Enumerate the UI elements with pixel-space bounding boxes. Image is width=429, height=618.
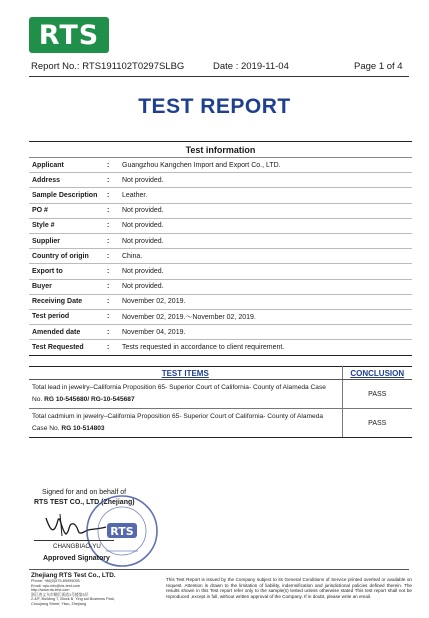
test-information-heading: Test information — [29, 142, 412, 158]
results-header-row — [29, 367, 412, 380]
info-row — [29, 249, 412, 264]
info-value: Guangzhou Kangchen Import and Export Co., LTD. — [122, 161, 281, 169]
info-label: Supplier — [32, 237, 61, 245]
info-colon: : — [107, 237, 110, 245]
test-information-table — [29, 141, 412, 356]
info-label: Sample Description — [32, 191, 98, 199]
info-colon: : — [107, 267, 110, 275]
footer-contact — [31, 572, 141, 607]
info-value: Not provided. — [122, 237, 164, 245]
info-value: Not provided. — [122, 176, 164, 184]
info-row — [29, 264, 412, 279]
info-colon: : — [107, 328, 110, 336]
info-label: Applicant — [32, 161, 64, 169]
header-divider — [29, 76, 409, 77]
info-colon: : — [107, 176, 110, 184]
info-label: Test Requested — [32, 344, 84, 352]
info-value: November 02, 2019.～November 02, 2019. — [122, 313, 256, 321]
case-number: RG 10-514803 — [61, 425, 105, 432]
info-label: Receiving Date — [32, 298, 83, 306]
report-number: Report No.: RTS191102T0297SLBG — [31, 61, 185, 72]
conclusion-cell: PASS — [342, 380, 412, 409]
info-label: Export to — [32, 267, 63, 275]
info-row — [29, 204, 412, 219]
rts-logo — [29, 17, 109, 53]
info-value: Not provided. — [122, 283, 164, 291]
info-row — [29, 188, 412, 203]
test-item-cell — [29, 380, 342, 409]
test-items-header: TEST ITEMS — [29, 367, 342, 380]
info-colon: : — [107, 344, 110, 352]
info-label: Country of origin — [32, 252, 89, 260]
case-prefix: Case No. — [32, 425, 62, 432]
stamp-text: RTS — [110, 525, 134, 538]
info-value: Tests requested in accordance to client requirement. — [122, 344, 285, 352]
info-colon: : — [107, 161, 110, 169]
footer-company: Zhejiang RTS Test Co., LTD. — [31, 572, 116, 579]
info-value: Not provided. — [122, 267, 164, 275]
info-row — [29, 310, 412, 325]
footer-line: Choujiang Street, Yiwu, Zhejiang — [31, 601, 87, 606]
footer-line: Phone: +86(0)579-89995093 — [31, 579, 80, 583]
test-item-text: Total lead in jewelry–California Proposition 65- Superior Court of California- County of Alameda Case — [32, 384, 326, 391]
signature-line — [34, 540, 114, 541]
case-number: RG 10-545680/ RG-10-545687 — [44, 396, 135, 403]
info-colon: : — [107, 191, 110, 199]
info-row — [29, 325, 412, 340]
info-value: November 04, 2019. — [122, 328, 186, 336]
info-row — [29, 280, 412, 295]
info-value: November 02, 2019. — [122, 298, 186, 306]
info-colon: : — [107, 298, 110, 306]
info-value: Leather. — [122, 191, 148, 199]
info-label: Buyer — [32, 283, 52, 291]
info-label: Style # — [32, 222, 55, 230]
info-label: PO # — [32, 207, 48, 215]
conclusion-header: CONCLUSION — [342, 367, 412, 380]
info-colon: : — [107, 313, 110, 321]
info-row — [29, 295, 412, 310]
signed-for-text: Signed for and on behalf of — [42, 489, 127, 496]
signer-name: CHANGBIAO-YU — [53, 543, 101, 550]
info-row — [29, 158, 412, 173]
info-row — [29, 234, 412, 249]
info-row — [29, 219, 412, 234]
signing-company: RTS TEST CO., LTD.(Zhejiang) — [34, 499, 135, 506]
case-prefix: No. — [32, 396, 45, 403]
info-label: Amended date — [32, 328, 81, 336]
page-number: Page 1 of 4 — [354, 61, 403, 72]
info-value: China. — [122, 252, 143, 260]
info-value: Not provided. — [122, 207, 164, 215]
info-row — [29, 340, 412, 355]
page-title: TEST REPORT — [138, 95, 291, 118]
footer-divider — [29, 569, 409, 570]
footer-line: Email: rqlu-info@rts-test.com — [31, 583, 81, 588]
logo-text: RTS — [38, 19, 100, 51]
results-table — [29, 366, 412, 438]
info-label: Address — [32, 176, 61, 184]
info-row — [29, 173, 412, 188]
info-colon: : — [107, 252, 110, 260]
result-row — [29, 380, 412, 409]
info-colon: : — [107, 207, 110, 215]
conclusion-cell: PASS — [342, 409, 412, 438]
test-item-cell — [29, 409, 342, 438]
info-colon: : — [107, 283, 110, 291]
report-date: Date : 2019-11-04 — [213, 61, 289, 72]
result-row — [29, 409, 412, 438]
footer-line: http://www.rts-test.com — [31, 588, 70, 593]
test-item-text: Total cadmium in jewelry–California Proposition 65- Superior Court of California- County of Alameda — [32, 413, 323, 420]
info-value: Not provided. — [122, 222, 164, 230]
approved-signatory: Approved Signatory — [43, 555, 110, 562]
footer-line: 2-4/F, Building 7, Block B, Ying sai Business Park, — [31, 597, 115, 602]
footer-line: 浙江省义乌市稠江街道1号楼第5层 — [31, 592, 89, 597]
footer-disclaimer: This Test Report is issued by the Company subject to its General Conditions of Service printed overleaf or available on request. Attention is drawn to the limitation of liability, indemnification and jurisdictional policies defined therein. The results shown in this Test report refer only to the sample(s) tested unless otherwise stated This test report shall not be reproduced ,except in full, without written approval of the Company. If in doubt, please write an email. — [166, 577, 412, 600]
info-colon: : — [107, 222, 110, 230]
info-label: Test period — [32, 313, 70, 321]
